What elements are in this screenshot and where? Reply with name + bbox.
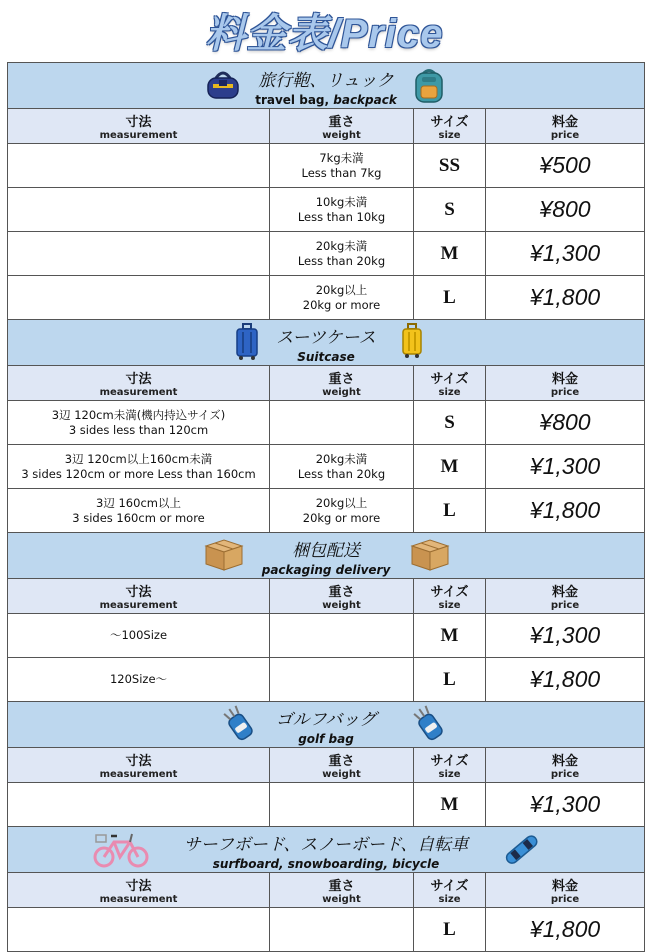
table-header — [8, 109, 645, 144]
weight-cell: 20kg以上 20kg or more — [270, 489, 414, 533]
section-title-en: golf bag — [298, 732, 354, 746]
table-row — [8, 614, 645, 658]
header-weight-en: weight — [322, 387, 361, 398]
section-title-jp: サーフボード、スノーボード、自転車 — [183, 835, 469, 855]
table-row — [8, 908, 645, 952]
header-measurement-en: measurement — [99, 894, 178, 905]
section-title-en: surfboard, snowboarding, bicycle — [212, 857, 440, 871]
table-row — [8, 783, 645, 827]
duffel-bag-icon — [206, 66, 240, 102]
weight-cell: 20kg未満 Less than 20kg — [270, 232, 414, 276]
header-measurement-jp: 寸法 — [125, 879, 152, 894]
weight-cell: 20kg未満 Less than 20kg — [270, 445, 414, 489]
price-cell: ¥800 — [486, 188, 645, 232]
weight-cell — [270, 614, 414, 658]
section-golf-bag — [8, 702, 645, 748]
cardboard-box-icon — [204, 536, 244, 572]
page-title: 料金表/Price — [205, 12, 444, 56]
header-price-en: price — [550, 894, 580, 905]
header-price-jp: 料金 — [552, 585, 579, 600]
header-price-en: price — [550, 600, 580, 611]
table-row — [8, 276, 645, 320]
section-board-bicycle — [8, 827, 645, 873]
size-cell: L — [414, 908, 486, 952]
measurement-cell — [8, 783, 270, 827]
measurement-cell — [8, 276, 270, 320]
header-weight-en: weight — [322, 600, 361, 611]
header-price-en: price — [550, 769, 580, 780]
price-cell: ¥1,300 — [486, 783, 645, 827]
size-cell: S — [414, 401, 486, 445]
weight-cell: 10kg未満 Less than 10kg — [270, 188, 414, 232]
price-cell: ¥1,800 — [486, 489, 645, 533]
section-title-en: packaging delivery — [261, 563, 391, 577]
header-measurement-en: measurement — [99, 130, 178, 141]
weight-cell: 7kg未満 Less than 7kg — [270, 144, 414, 188]
measurement-cell — [8, 144, 270, 188]
header-weight-jp: 重さ — [328, 115, 355, 130]
price-cell: ¥1,800 — [486, 908, 645, 952]
header-measurement-en: measurement — [99, 600, 178, 611]
header-weight-jp: 重さ — [328, 585, 355, 600]
section-title-en: Suitcase — [297, 350, 355, 364]
snowboard-icon — [502, 830, 542, 870]
size-cell: SS — [414, 144, 486, 188]
bicycle-icon — [92, 830, 150, 868]
table-row — [8, 445, 645, 489]
header-weight-jp: 重さ — [328, 754, 355, 769]
header-measurement-en: measurement — [99, 387, 178, 398]
section-packaging — [8, 533, 645, 579]
header-size-en: size — [438, 387, 461, 398]
header-size-en: size — [438, 600, 461, 611]
size-cell: M — [414, 783, 486, 827]
table-row — [8, 144, 645, 188]
size-cell: M — [414, 232, 486, 276]
table-row — [8, 188, 645, 232]
header-measurement-jp: 寸法 — [125, 115, 152, 130]
measurement-cell — [8, 908, 270, 952]
weight-cell — [270, 783, 414, 827]
table-header — [8, 748, 645, 783]
header-weight-en: weight — [322, 130, 361, 141]
price-cell: ¥800 — [486, 401, 645, 445]
header-size-en: size — [438, 130, 461, 141]
section-title-jp: 梱包配送 — [292, 541, 361, 561]
price-cell: ¥1,800 — [486, 276, 645, 320]
header-weight-jp: 重さ — [328, 879, 355, 894]
table-row — [8, 489, 645, 533]
measurement-cell — [8, 188, 270, 232]
size-cell: L — [414, 489, 486, 533]
header-size-jp: サイズ — [430, 879, 469, 894]
backpack-icon — [412, 66, 446, 104]
table-row — [8, 232, 645, 276]
header-measurement-en: measurement — [99, 769, 178, 780]
yellow-suitcase-icon — [400, 323, 424, 359]
price-cell: ¥1,800 — [486, 658, 645, 702]
price-cell: ¥1,300 — [486, 445, 645, 489]
table-header — [8, 579, 645, 614]
weight-cell — [270, 658, 414, 702]
section-title-jp: スーツケース — [276, 328, 376, 348]
cardboard-box-icon — [410, 536, 450, 572]
header-weight-en: weight — [322, 894, 361, 905]
header-price-jp: 料金 — [552, 372, 579, 387]
weight-cell: 20kg以上 20kg or more — [270, 276, 414, 320]
header-weight-jp: 重さ — [328, 372, 355, 387]
section-title-jp: ゴルフバッグ — [275, 710, 377, 730]
measurement-cell: ～100Size — [8, 614, 270, 658]
measurement-cell: 3辺 120cm以上160cm未満 3 sides 120cm or more Less than 160cm — [8, 445, 270, 489]
price-table — [7, 62, 645, 952]
header-price-jp: 料金 — [552, 879, 579, 894]
header-size-jp: サイズ — [430, 754, 469, 769]
table-row — [8, 658, 645, 702]
header-size-jp: サイズ — [430, 372, 469, 387]
header-weight-en: weight — [322, 769, 361, 780]
size-cell: M — [414, 614, 486, 658]
header-size-en: size — [438, 769, 461, 780]
header-size-en: size — [438, 894, 461, 905]
section-travel-bag — [8, 63, 645, 109]
size-cell: S — [414, 188, 486, 232]
golf-bag-icon — [220, 705, 258, 741]
price-cell: ¥500 — [486, 144, 645, 188]
blue-suitcase-icon — [234, 323, 260, 361]
size-cell: L — [414, 276, 486, 320]
golf-bag-icon — [410, 705, 448, 741]
measurement-cell: 3辺 160cm以上 3 sides 160cm or more — [8, 489, 270, 533]
weight-cell — [270, 401, 414, 445]
section-title-jp: 旅行鞄、リュック — [258, 71, 394, 91]
header-price-jp: 料金 — [552, 115, 579, 130]
size-cell: M — [414, 445, 486, 489]
table-header — [8, 873, 645, 908]
section-suitcase — [8, 320, 645, 366]
table-header — [8, 366, 645, 401]
header-measurement-jp: 寸法 — [125, 754, 152, 769]
header-price-en: price — [550, 387, 580, 398]
header-size-jp: サイズ — [430, 585, 469, 600]
measurement-cell — [8, 232, 270, 276]
header-price-en: price — [550, 130, 580, 141]
size-cell: L — [414, 658, 486, 702]
price-cell: ¥1,300 — [486, 232, 645, 276]
header-price-jp: 料金 — [552, 754, 579, 769]
header-measurement-jp: 寸法 — [125, 372, 152, 387]
table-row — [8, 401, 645, 445]
measurement-cell: 3辺 120cm未満(機内持込サイズ) 3 sides less than 120cm — [8, 401, 270, 445]
measurement-cell: 120Size～ — [8, 658, 270, 702]
header-measurement-jp: 寸法 — [125, 585, 152, 600]
price-cell: ¥1,300 — [486, 614, 645, 658]
header-size-jp: サイズ — [430, 115, 469, 130]
weight-cell — [270, 908, 414, 952]
section-title-en: travel bag, backpack — [255, 93, 397, 107]
